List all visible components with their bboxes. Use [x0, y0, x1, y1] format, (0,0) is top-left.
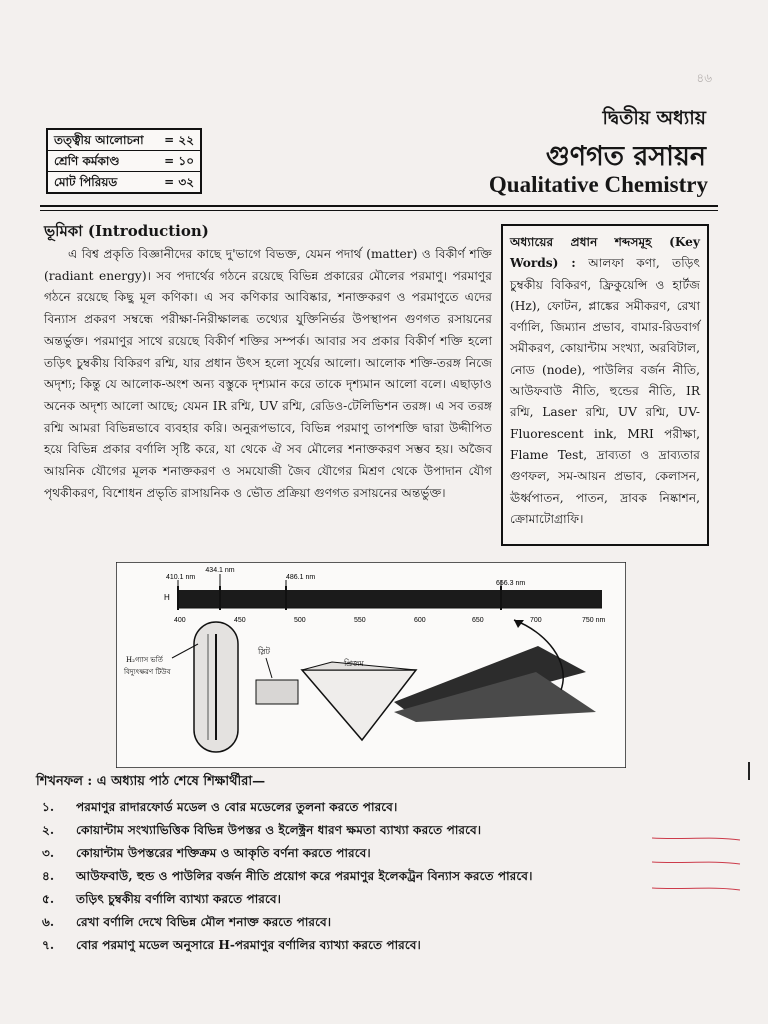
- info-row: [48, 130, 200, 151]
- chapter-number: দ্বিতীয় অধ্যায়: [602, 107, 706, 129]
- page-number: ৪৬: [696, 71, 712, 85]
- chapter-title-en: Qualitative Chemistry: [488, 172, 708, 197]
- outcome-number: ৬.: [42, 915, 55, 929]
- outcome-number: ৭.: [42, 938, 55, 952]
- info-row: [48, 172, 200, 192]
- scale-450: 450: [234, 617, 246, 624]
- label-410: 410.1 nm: [166, 574, 196, 581]
- outcome-item: [42, 842, 682, 865]
- header-rule-thin: [40, 210, 718, 211]
- info-label: শ্রেণি কর্মকাণ্ড: [54, 154, 120, 168]
- info-label: মোট পিরিয়ড: [54, 175, 118, 189]
- scale-500: 500: [294, 617, 306, 624]
- slit-label: স্লিট: [258, 647, 270, 656]
- info-label: তত্ত্বীয় আলোচনা: [54, 133, 144, 147]
- outcome-item: [42, 819, 682, 842]
- margin-mark: [748, 762, 750, 780]
- outcome-number: ২.: [42, 823, 55, 837]
- outcome-text: কোয়ান্টাম সংখ্যাভিত্তিক বিভিন্ন উপস্তর ও ইলেক্ট্রন ধারণ ক্ষমতা ব্যাখ্যা করতে পারবে।: [76, 823, 482, 837]
- intro-heading: ভূমিকা (Introduction): [44, 222, 209, 240]
- scale-650: 650: [472, 617, 484, 624]
- hydrogen-spectrum-figure: [116, 562, 626, 768]
- info-value: = ২২: [164, 133, 194, 147]
- keywords-box: [501, 224, 709, 546]
- info-value: = ১০: [164, 154, 194, 168]
- outcomes-list: [42, 796, 682, 957]
- spectrum-diagram: [116, 562, 626, 768]
- scale-400: 400: [174, 617, 186, 624]
- outcome-text: আউফবাউ, হুন্ড ও পাউলির বর্জন নীতি প্রয়োগ করে পরমাণুর ইলেকট্রন বিন্যাস করতে পারবে।: [76, 869, 533, 883]
- header-rule: [40, 205, 718, 207]
- info-value: = ৩২: [164, 175, 194, 189]
- scale-700: 700: [530, 617, 542, 624]
- outcome-text: বোর পরমাণু মডেল অনুসারে H-পরমাণুর বর্ণালির ব্যাখ্যা করতে পারবে।: [76, 938, 421, 952]
- red-underline-marks: [652, 818, 742, 898]
- tube-label-2: বিদ্যুৎক্ষরণ টিউব: [124, 668, 171, 676]
- info-row: [48, 151, 200, 172]
- label-434: 434.1 nm: [205, 567, 235, 574]
- outcome-number: ৫.: [42, 892, 55, 906]
- outcome-number: ১.: [42, 800, 55, 814]
- keywords-text: আলফা কণা, তড়িৎ চুম্বকীয় বিকিরণ, ফ্রিকুয়েন্সি ও হার্টজ (Hz), ফোটন, প্লাঙ্কের সমীকরণ, রেখা বর্ণালি, জিম্যান প্রভাব, বামার-রিডবার্গ সমীকরণ, কোয়ান্টাম সংখ্যা, অরবিটাল, নোড (node), পাউলির বর্জন নীতি, আউফবাউ নীতি, হুন্ডের নীতি, IR রশ্মি, Laser রশ্মি, UV রশ্মি, UV-Fluorescent ink, MRI পরীক্ষা, Flame Test, দ্রাব্যতা ও দ্রাব্যতার গুণফল, সম-আয়ন প্রভাব, কেলাসন, ঊর্ধ্বপাতন, পাতন, দ্রাবক নিষ্কাশন, ক্রোমাটোগ্রাফি।: [510, 256, 701, 526]
- chapter-title-bn: গুণগত রসায়ন: [545, 141, 706, 172]
- slit: [256, 680, 298, 704]
- h-label: H: [164, 593, 170, 602]
- outcome-text: তড়িৎ চুম্বকীয় বর্ণালি ব্যাখ্যা করতে পারবে।: [76, 892, 282, 906]
- prism-label: প্রিজম: [344, 659, 364, 668]
- tube-label-1: H₂গ্যাস ভর্তি: [126, 656, 163, 664]
- outcome-text: রেখা বর্ণালি দেখে বিভিন্ন মৌল শনাক্ত করতে পারবে।: [76, 915, 332, 929]
- outcome-number: ৪.: [42, 869, 55, 883]
- scale-600: 600: [414, 617, 426, 624]
- label-486: 486.1 nm: [286, 574, 316, 581]
- intro-paragraph: এ বিশ্ব প্রকৃতি বিজ্ঞানীদের কাছে দু'ভাগে বিভক্ত, যেমন পদার্থ (matter) ও বিকীর্ণ শক্তি (radiant energy)। সব পদার্থের গঠনে রয়েছে বিভিন্ন প্রকারের মৌলের পরমাণু। পরমাণুর গঠনে রয়েছে কিছু মূল কণিকা। এ সব কণিকার আবিষ্কার, শনাক্তকরণ ও পরমাণুতে এদের বিন্যাস প্রকরণ সম্বন্ধে পরীক্ষা-নিরীক্ষালব্ধ তথ্যের যুক্তিনির্ভর উপস্থাপন গুণগত রসায়নের অন্তর্ভুক্ত। পরমাণুর সাথে রয়েছে বিকীর্ণ শক্তির সম্পর্ক। আবার সব প্রকার বিকীর্ণ শক্তি হলো তড়িৎ চুম্বকীয় বিকিরণ রশ্মি, যার প্রধান উৎস হলো সূর্যের আলো। আলোক শক্তি-তরঙ্গ নিজে অদৃশ্য; কিন্তু যে আলোক-অংশ অন্য বস্তুকে দৃশ্যমান করে তাকে দৃশ্যমান আলো বলে। এছাড়াও অনেক অদৃশ্য আলো আছে; যেমন IR রশ্মি, UV রশ্মি, রেডিও-টেলিভিশন তরঙ্গ। এ সব তরঙ্গ রশ্মি আমরা বিভিন্নভাবে ব্যবহার করি। অনুরূপভাবে, বিভিন্ন পরমাণু তাপশক্তি দ্বারা উদ্দীপিত হয়ে বিভিন্ন প্রকার বর্ণালি সৃষ্টি করে, যা থেকে ঐ সব মৌলের শনাক্তকরণ সম্ভব হয়। অজৈব আয়নিক যৌগের মূলক শনাক্তকরণ ও সমযোজী জৈব যৌগের মিশ্রণ থেকে উপাদান যৌগ পৃথকীকরণ, বিশোধন প্রভৃতি রাসায়নিক ও ভৌত প্রক্রিয়া গুণগত রসায়নের অন্তর্ভুক্ত।: [44, 247, 492, 500]
- period-info-box: [46, 128, 202, 194]
- scale-550: 550: [354, 617, 366, 624]
- outcomes-heading: শিখনফল : এ অধ্যায় পাঠ শেষে শিক্ষার্থীরা—: [36, 774, 266, 789]
- scale-750: 750 nm: [582, 617, 606, 624]
- outcome-text: পরমাণুর রাদারফোর্ড মডেল ও বোর মডেলের তুলনা করতে পারবে।: [76, 800, 398, 814]
- outcome-number: ৩.: [42, 846, 55, 860]
- outcome-text: কোয়ান্টাম উপস্তরের শক্তিক্রম ও আকৃতি বর্ণনা করতে পারবে।: [76, 846, 371, 860]
- keywords-heading: অধ্যায়ের প্রধান শব্দসমূহ (Key Words) :: [510, 235, 700, 271]
- spectrum-strip: [178, 590, 602, 608]
- outcome-item: [42, 911, 682, 934]
- outcome-item: [42, 888, 682, 911]
- label-656: 656.3 nm: [496, 580, 526, 587]
- outcome-item: [42, 796, 682, 819]
- outcome-item: [42, 934, 682, 957]
- outcome-item: [42, 865, 682, 888]
